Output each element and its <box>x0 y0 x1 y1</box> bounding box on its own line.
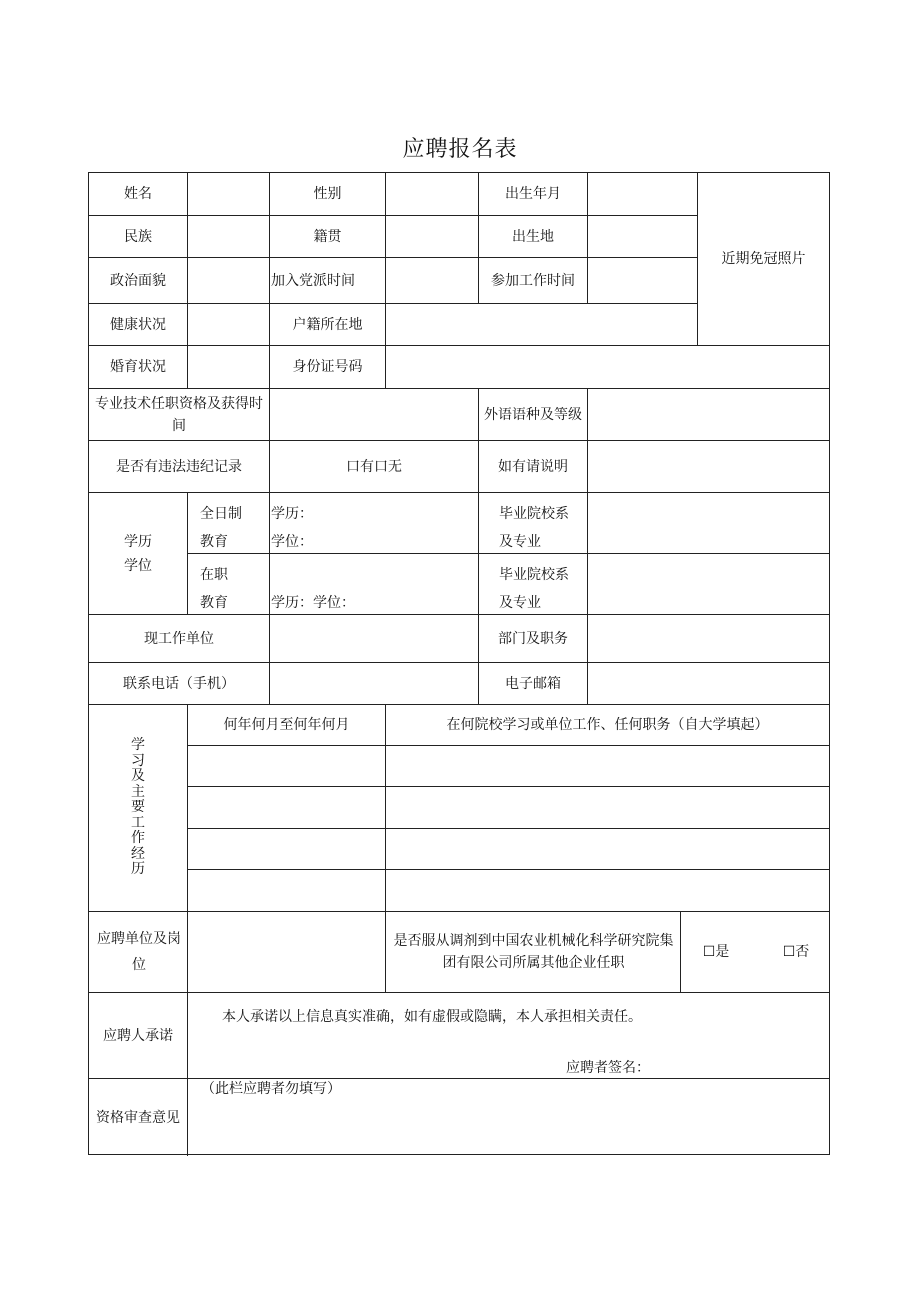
fulltime-line1: 全日制 <box>200 506 242 522</box>
education-label: 学历 <box>124 533 152 550</box>
education-degree-label <box>89 493 187 614</box>
birthplace-label: 出生地 <box>512 228 554 245</box>
history-char: 主 <box>131 783 145 800</box>
history-char: 及 <box>131 768 145 785</box>
department-position-label: 部门及职务 <box>498 630 568 647</box>
professional-qualification-field[interactable] <box>270 389 478 440</box>
id-number-field[interactable] <box>386 346 829 388</box>
marital-status-field[interactable] <box>188 346 269 388</box>
inservice-label <box>200 561 228 617</box>
school-major-line1: 毕业院校系 <box>499 506 569 522</box>
col-divider <box>680 911 681 992</box>
history-detail-field[interactable] <box>386 870 829 911</box>
history-char: 习 <box>131 752 145 769</box>
history-char: 要 <box>131 799 145 816</box>
birth-date-label: 出生年月 <box>505 186 561 202</box>
inservice-school-major-field[interactable] <box>588 554 829 614</box>
phone-field[interactable] <box>270 663 478 704</box>
name-label: 姓名 <box>124 186 152 202</box>
fulltime-school-major-field[interactable] <box>588 493 829 553</box>
row-divider <box>89 992 829 993</box>
inservice-line2: 教育 <box>200 595 228 611</box>
history-detail-header: 在何院校学习或单位工作、任何职务（自大学填起） <box>446 717 769 733</box>
inservice-line1: 在职 <box>200 567 228 583</box>
foreign-language-label: 外语语种及等级 <box>484 406 582 423</box>
party-join-time-label: 加入党派时间 <box>271 272 355 289</box>
col-divider <box>187 492 188 614</box>
violation-explain-label: 如有请说明 <box>498 458 568 475</box>
school-major-line2: 及专业 <box>499 595 541 611</box>
review-label: 资格审查意见 <box>96 1109 180 1126</box>
violation-record-label: 是否有违法违纪记录 <box>116 458 242 475</box>
transfer-no-checkbox[interactable]: ☐否 <box>782 944 810 960</box>
application-form-table <box>88 172 830 1155</box>
email-field[interactable] <box>588 663 829 704</box>
degree-label: 学位 <box>124 557 152 574</box>
department-position-field[interactable] <box>588 615 829 662</box>
pledge-label: 应聘人承诺 <box>103 1027 173 1044</box>
history-detail-field[interactable] <box>386 746 829 786</box>
history-period-field[interactable] <box>188 746 385 786</box>
transfer-yes-checkbox[interactable]: ☐是 <box>702 944 730 960</box>
inservice-school-major-label <box>499 561 569 617</box>
school-major-line2: 及专业 <box>499 534 541 550</box>
row-divider <box>89 1078 829 1079</box>
review-field[interactable] <box>188 1101 829 1155</box>
signature-label: 应聘者签名： <box>566 1060 650 1076</box>
native-place-field[interactable] <box>386 216 478 257</box>
history-char: 经 <box>131 845 145 862</box>
applied-position-field[interactable] <box>188 912 385 992</box>
history-label <box>89 705 187 911</box>
marital-status-label: 婚育状况 <box>110 359 166 375</box>
work-start-time-label: 参加工作时间 <box>491 272 575 289</box>
health-field[interactable] <box>188 304 269 345</box>
health-label: 健康状况 <box>110 316 166 333</box>
gender-label: 性别 <box>313 186 342 202</box>
native-place-label: 籍贯 <box>313 228 342 245</box>
fulltime-line2: 教育 <box>200 534 228 550</box>
history-detail-field[interactable] <box>386 829 829 869</box>
applied-position-label: 应聘单位及岗位 <box>97 931 181 973</box>
political-status-label: 政治面貌 <box>110 272 166 289</box>
household-location-label: 户籍所在地 <box>292 316 363 333</box>
history-char: 历 <box>131 861 145 878</box>
birthplace-field[interactable] <box>588 216 697 257</box>
inservice-edu-degree-field[interactable]: 学历：学位： <box>271 595 355 611</box>
household-location-field[interactable] <box>386 304 697 345</box>
party-join-time-field[interactable] <box>386 258 478 303</box>
name-field[interactable] <box>188 173 269 215</box>
email-label: 电子邮箱 <box>505 675 561 692</box>
current-employer-label: 现工作单位 <box>144 630 214 647</box>
page-title: 应聘报名表 <box>402 137 518 162</box>
review-note: （此栏应聘者勿填写） <box>201 1081 341 1097</box>
birth-date-field[interactable] <box>588 173 697 215</box>
violation-options[interactable]: 口有口无 <box>346 458 402 475</box>
foreign-language-field[interactable] <box>588 389 829 440</box>
fulltime-degree-field[interactable]: 学位： <box>271 534 313 550</box>
professional-qualification-label: 专业技术任职资格及获得时间 <box>95 395 263 434</box>
violation-explain-field[interactable] <box>588 441 829 492</box>
gender-field[interactable] <box>386 173 478 215</box>
work-start-time-field[interactable] <box>588 258 697 303</box>
history-char: 学 <box>131 737 145 754</box>
history-period-field[interactable] <box>188 829 385 869</box>
id-number-label: 身份证号码 <box>292 359 363 375</box>
photo-placeholder[interactable]: 近期免冠照片 <box>721 251 806 267</box>
fulltime-fields[interactable] <box>271 500 313 556</box>
history-period-header: 何年何月至何年何月 <box>223 717 350 733</box>
history-char: 工 <box>131 814 145 831</box>
history-char: 作 <box>131 830 145 847</box>
current-employer-field[interactable] <box>270 615 478 662</box>
school-major-line1: 毕业院校系 <box>499 567 569 583</box>
fulltime-education-field[interactable]: 学历： <box>271 506 313 522</box>
transfer-question: 是否服从调剂到中国农业机械化科学研究院集团有限公司所属其他企业任职 <box>393 933 674 971</box>
history-period-field[interactable] <box>188 870 385 911</box>
phone-label: 联系电话（手机） <box>123 675 235 692</box>
history-period-field[interactable] <box>188 787 385 828</box>
pledge-text: 本人承诺以上信息真实准确，如有虚假或隐瞒，本人承担相关责任。 <box>222 1009 642 1025</box>
political-status-field[interactable] <box>188 258 269 303</box>
ethnicity-field[interactable] <box>188 216 269 257</box>
fulltime-school-major-label <box>499 500 569 556</box>
ethnicity-label: 民族 <box>124 228 152 245</box>
fulltime-label <box>200 500 242 556</box>
history-detail-field[interactable] <box>386 787 829 828</box>
